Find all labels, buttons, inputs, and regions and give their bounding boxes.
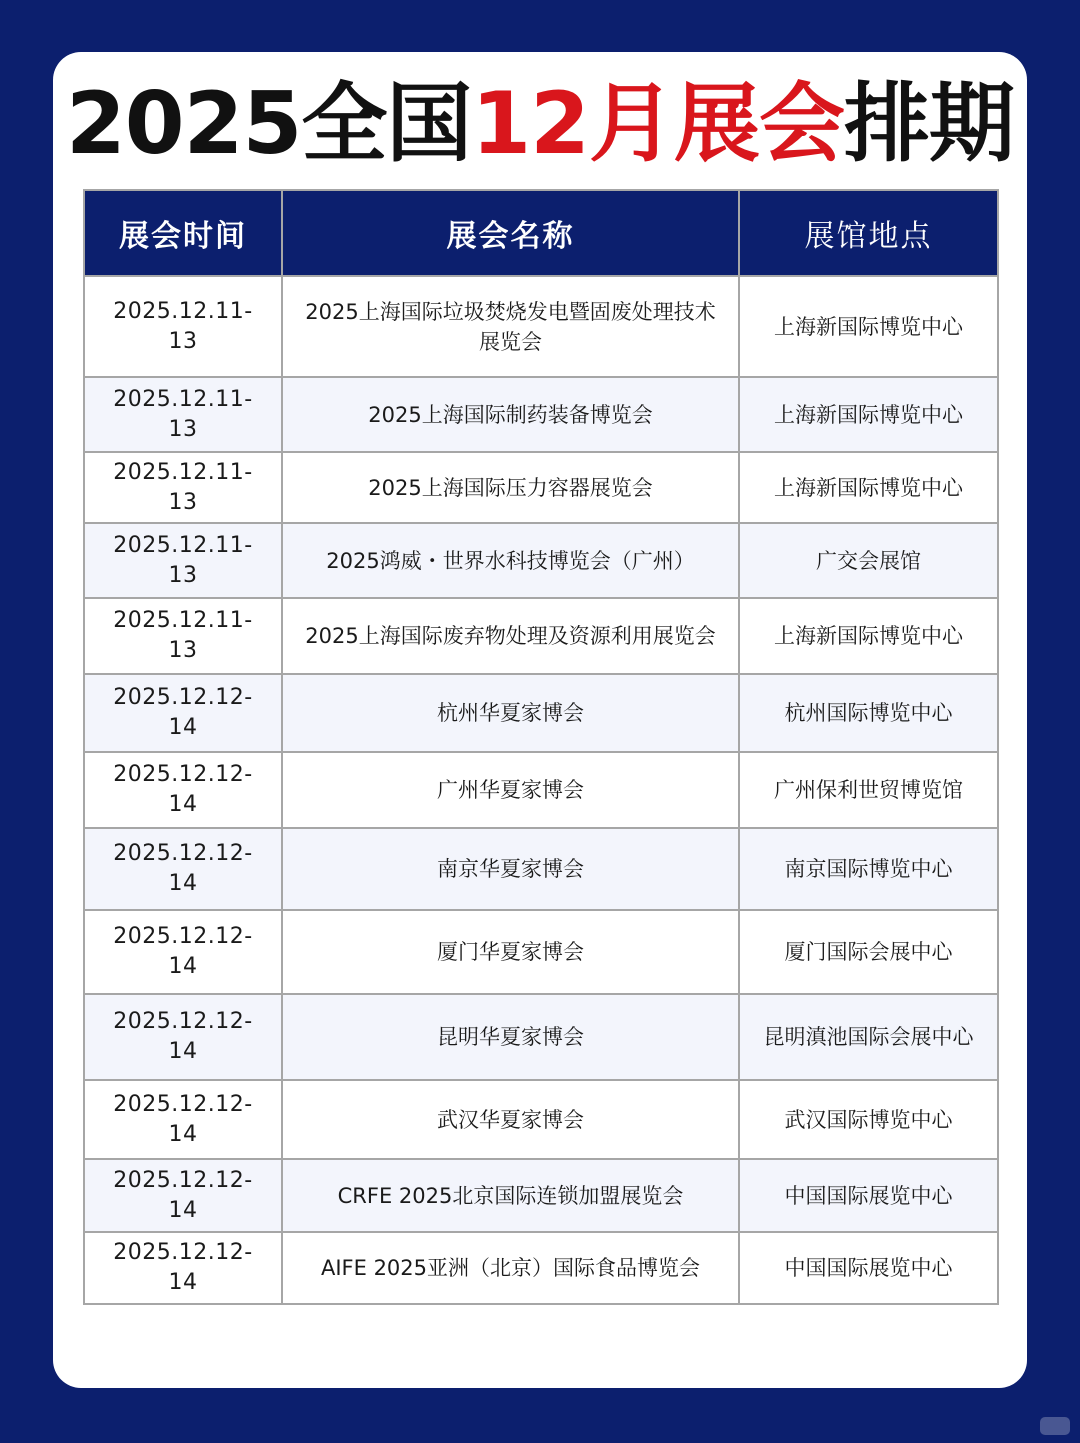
- cell-name: 2025上海国际废弃物处理及资源利用展览会: [282, 598, 739, 674]
- cell-venue: 广交会展馆: [739, 523, 998, 598]
- cell-name: AIFE 2025亚洲（北京）国际食品博览会: [282, 1232, 739, 1304]
- cell-name: 厦门华夏家博会: [282, 910, 739, 994]
- cell-name: 杭州华夏家博会: [282, 674, 739, 752]
- header-name: 展会名称: [282, 190, 739, 276]
- title-highlight: 12月展会: [471, 74, 845, 174]
- table-row: [84, 674, 998, 752]
- page-title: [0, 74, 1080, 174]
- table-row: [84, 1232, 998, 1304]
- cell-name: 2025上海国际垃圾焚烧发电暨固废处理技术展览会: [282, 276, 739, 377]
- cell-venue: 广州保利世贸博览馆: [739, 752, 998, 828]
- table-row: [84, 752, 998, 828]
- header-venue: 展馆地点: [739, 190, 998, 276]
- table-row: [84, 452, 998, 523]
- table-row: [84, 598, 998, 674]
- cell-venue: 中国国际展览中心: [739, 1232, 998, 1304]
- cell-name: 武汉华夏家博会: [282, 1080, 739, 1159]
- cell-name: CRFE 2025北京国际连锁加盟展览会: [282, 1159, 739, 1232]
- cell-date: 2025.12.12-14: [84, 910, 282, 994]
- cell-name: 2025上海国际制药装备博览会: [282, 377, 739, 452]
- table-row: [84, 828, 998, 910]
- cell-name: 2025鸿威・世界水科技博览会（广州）: [282, 523, 739, 598]
- cell-venue: 上海新国际博览中心: [739, 276, 998, 377]
- cell-name: 昆明华夏家博会: [282, 994, 739, 1080]
- table-row: [84, 1080, 998, 1159]
- table-row: [84, 994, 998, 1080]
- cell-date: 2025.12.12-14: [84, 1080, 282, 1159]
- cell-date: 2025.12.11-13: [84, 452, 282, 523]
- cell-date: 2025.12.12-14: [84, 994, 282, 1080]
- table-row: [84, 523, 998, 598]
- title-suffix: 排期: [844, 74, 1015, 174]
- table-row: [84, 1159, 998, 1232]
- cell-date: 2025.12.12-14: [84, 1159, 282, 1232]
- cell-venue: 上海新国际博览中心: [739, 452, 998, 523]
- exhibition-schedule-table: [83, 189, 999, 1305]
- table-row: [84, 910, 998, 994]
- cell-venue: 厦门国际会展中心: [739, 910, 998, 994]
- cell-date: 2025.12.11-13: [84, 276, 282, 377]
- watermark-badge: [1040, 1417, 1070, 1435]
- table-row: [84, 377, 998, 452]
- cell-venue: 上海新国际博览中心: [739, 598, 998, 674]
- cell-name: 广州华夏家博会: [282, 752, 739, 828]
- cell-venue: 杭州国际博览中心: [739, 674, 998, 752]
- cell-venue: 武汉国际博览中心: [739, 1080, 998, 1159]
- title-prefix: 2025全国: [65, 74, 472, 174]
- cell-venue: 中国国际展览中心: [739, 1159, 998, 1232]
- cell-date: 2025.12.12-14: [84, 752, 282, 828]
- cell-date: 2025.12.11-13: [84, 377, 282, 452]
- cell-date: 2025.12.12-14: [84, 828, 282, 910]
- cell-name: 南京华夏家博会: [282, 828, 739, 910]
- cell-date: 2025.12.11-13: [84, 523, 282, 598]
- cell-name: 2025上海国际压力容器展览会: [282, 452, 739, 523]
- table-header-row: [84, 190, 998, 276]
- table-row: [84, 276, 998, 377]
- cell-date: 2025.12.12-14: [84, 674, 282, 752]
- cell-date: 2025.12.11-13: [84, 598, 282, 674]
- cell-venue: 南京国际博览中心: [739, 828, 998, 910]
- cell-venue: 昆明滇池国际会展中心: [739, 994, 998, 1080]
- header-date: 展会时间: [84, 190, 282, 276]
- cell-date: 2025.12.12-14: [84, 1232, 282, 1304]
- cell-venue: 上海新国际博览中心: [739, 377, 998, 452]
